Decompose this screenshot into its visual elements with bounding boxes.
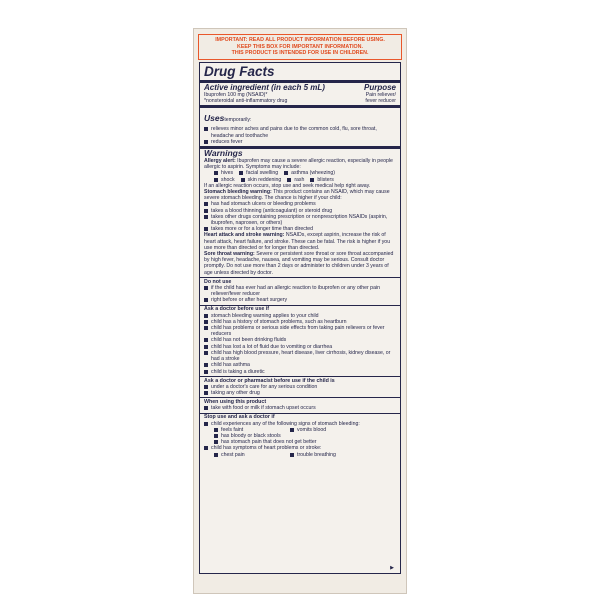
bullet-icon	[214, 171, 218, 175]
bullet-icon	[204, 298, 208, 302]
bullet-icon	[204, 391, 208, 395]
ask-doctor-section	[204, 306, 396, 374]
allergy-symptoms-row: shock skin reddening rash blisters	[204, 177, 396, 183]
bullet-icon	[204, 286, 208, 290]
list-item: child has problems or serious side effects from taking pain relievers or fever reducers	[204, 325, 396, 337]
bullet-icon	[284, 171, 288, 175]
sore-throat-warning: Sore throat warning: Severe or persistent sore throat or sore throat accompanied by high fever, headache, nausea, and vomiting may be serious. Consult doctor promptly. Do not use more than 2 days or administer to children under 3 years of age unless directed by doctor.	[204, 251, 394, 276]
warnings-heading: Warnings	[204, 148, 243, 159]
purpose-text-2: fever reducer	[365, 98, 396, 105]
list-item: taking any other drug	[204, 390, 396, 396]
stop-use-heading: Stop use and ask a doctor if	[204, 414, 275, 421]
banner-line: THIS PRODUCT IS INTENDED FOR USE IN CHILDREN.	[231, 50, 369, 57]
bullet-icon	[204, 209, 208, 213]
list-item: takes other drugs containing prescription or nonprescription NSAIDs (aspirin, ibuprofen, naproxen, or others)	[204, 214, 396, 226]
banner-line: IMPORTANT: READ ALL PRODUCT INFORMATION BEFORE USING.	[215, 37, 385, 43]
bullet-icon	[204, 202, 208, 206]
divider	[200, 376, 400, 377]
ingredient-name: Ibuprofen 100 mg (NSAID)*	[204, 92, 268, 98]
active-ingredient-header	[204, 83, 396, 92]
allergy-after-text: If an allergic reaction occurs, stop use and seek medical help right away.	[204, 182, 371, 189]
drug-facts-title: Drug Facts	[204, 64, 275, 79]
bullet-icon	[239, 171, 243, 175]
divider	[200, 397, 400, 398]
list-item: child has symptoms of heart problems or stroke:	[204, 445, 396, 451]
list-item: has had stomach ulcers or bleeding problems	[204, 201, 396, 207]
bullet-icon	[204, 227, 208, 231]
bullet-icon	[214, 178, 218, 182]
list-item: right before or after heart surgery	[204, 297, 396, 303]
bullet-icon	[204, 127, 208, 131]
ask-doctor-heading: Ask a doctor before use if	[204, 306, 270, 313]
when-using-heading: When using this product	[204, 399, 267, 405]
list-item: takes more or for a longer time than directed	[204, 226, 396, 232]
bullet-icon	[287, 178, 291, 182]
divider	[200, 413, 400, 414]
bullet-icon	[204, 140, 208, 144]
bullet-icon	[290, 453, 294, 457]
bullet-icon	[204, 370, 208, 374]
list-item: child has not been drinking fluids	[204, 337, 396, 343]
bullet-icon	[204, 215, 208, 219]
heart-warning: Heart attack and stroke warning: NSAIDs, except aspirin, increase the risk of heart attack, heart failure, and stroke. These can be fatal. The risk is higher if you use more than directed or for longer than directed.	[204, 232, 391, 251]
divider	[200, 277, 400, 278]
ask-pharmacist-heading: Ask a doctor or pharmacist before use if the child is	[204, 377, 335, 384]
list-item: child has high blood pressure, heart disease, liver cirrhosis, kidney disease, or had a stroke	[204, 350, 396, 362]
bullet-icon	[214, 440, 218, 444]
purpose-text: Pain reliever/	[365, 92, 396, 98]
bullet-icon	[204, 363, 208, 367]
allergy-alert: Allergy alert: Ibuprofen may cause a severe allergic reaction, especially in people allergic to aspirin. Symptoms may include:	[204, 158, 393, 171]
warnings-section	[204, 149, 396, 276]
list-item: child has a history of stomach problems, such as heartburn	[204, 319, 396, 325]
purpose-label: Purpose	[363, 83, 396, 92]
stop-signs-row: has bloody or black stools	[204, 433, 396, 439]
list-item: child is taking a diuretic	[204, 369, 396, 375]
list-item: take with food or milk if stomach upset occurs	[204, 405, 396, 411]
bullet-icon	[214, 453, 218, 457]
bullet-icon	[214, 434, 218, 438]
bullet-icon	[204, 422, 208, 426]
list-item: child experiences any of the following signs of stomach bleeding:	[204, 421, 396, 427]
bullet-icon	[214, 428, 218, 432]
continue-arrow-icon: ▶	[390, 565, 394, 571]
stop-signs-row: feels faint vomits blood	[204, 427, 396, 433]
bullet-icon	[290, 428, 294, 432]
active-ingredient-label: Active ingredient (in each 5 mL)	[204, 83, 325, 92]
stop-signs-row: has stomach pain that does not get better	[204, 439, 396, 445]
bullet-icon	[204, 338, 208, 342]
drug-facts-panel	[199, 62, 401, 574]
stop-heart-row: chest pain trouble breathing	[204, 452, 396, 458]
ingredient-footnote: *nonsteroidal anti-inflammatory drug	[204, 98, 288, 105]
allergy-symptoms-row: hives facial swelling asthma (wheezing)	[204, 170, 396, 176]
bullet-icon	[310, 178, 314, 182]
bullet-icon	[204, 385, 208, 389]
list-item: if the child has ever had an allergic reaction to ibuprofen or any other pain reliever/fever reducer	[204, 285, 396, 297]
stop-use-section	[204, 414, 396, 458]
bullet-icon	[204, 326, 208, 330]
uses-intro: temporarily:	[224, 117, 252, 124]
list-item: takes a blood thinning (anticoagulant) or steroid drug	[204, 208, 396, 214]
bullet-icon	[241, 178, 245, 182]
list-item: reduces fever	[204, 139, 396, 145]
bullet-icon	[204, 314, 208, 318]
do-not-use-heading: Do not use	[204, 278, 232, 285]
list-item: under a doctor's care for any serious condition	[204, 384, 396, 390]
bullet-icon	[204, 351, 208, 355]
list-item: stomach bleeding warning applies to your child	[204, 313, 396, 319]
uses-section	[204, 108, 396, 145]
stomach-warning: Stomach bleeding warning: This product contains an NSAID, which may cause severe stomach bleeding. The chance is higher if your child:	[204, 189, 390, 202]
divider	[200, 305, 400, 306]
bullet-icon	[204, 320, 208, 324]
bullet-icon	[204, 446, 208, 450]
list-item: child has lost a lot of fluid due to vomiting or diarrhea	[204, 344, 396, 350]
important-banner	[198, 34, 402, 60]
banner-line: KEEP THIS BOX FOR IMPORTANT INFORMATION.	[237, 43, 363, 50]
bullet-icon	[204, 406, 208, 410]
uses-heading: Uses	[204, 113, 225, 124]
ask-pharmacist-section	[204, 378, 396, 397]
ingredient-row-2	[204, 98, 396, 104]
do-not-use-section	[204, 279, 396, 304]
list-item: child has asthma	[204, 362, 396, 368]
bullet-icon	[204, 345, 208, 349]
when-using-section	[204, 399, 396, 412]
list-item: relieves minor aches and pains due to the common cold, flu, sore throat, headache and toothache	[204, 126, 396, 138]
